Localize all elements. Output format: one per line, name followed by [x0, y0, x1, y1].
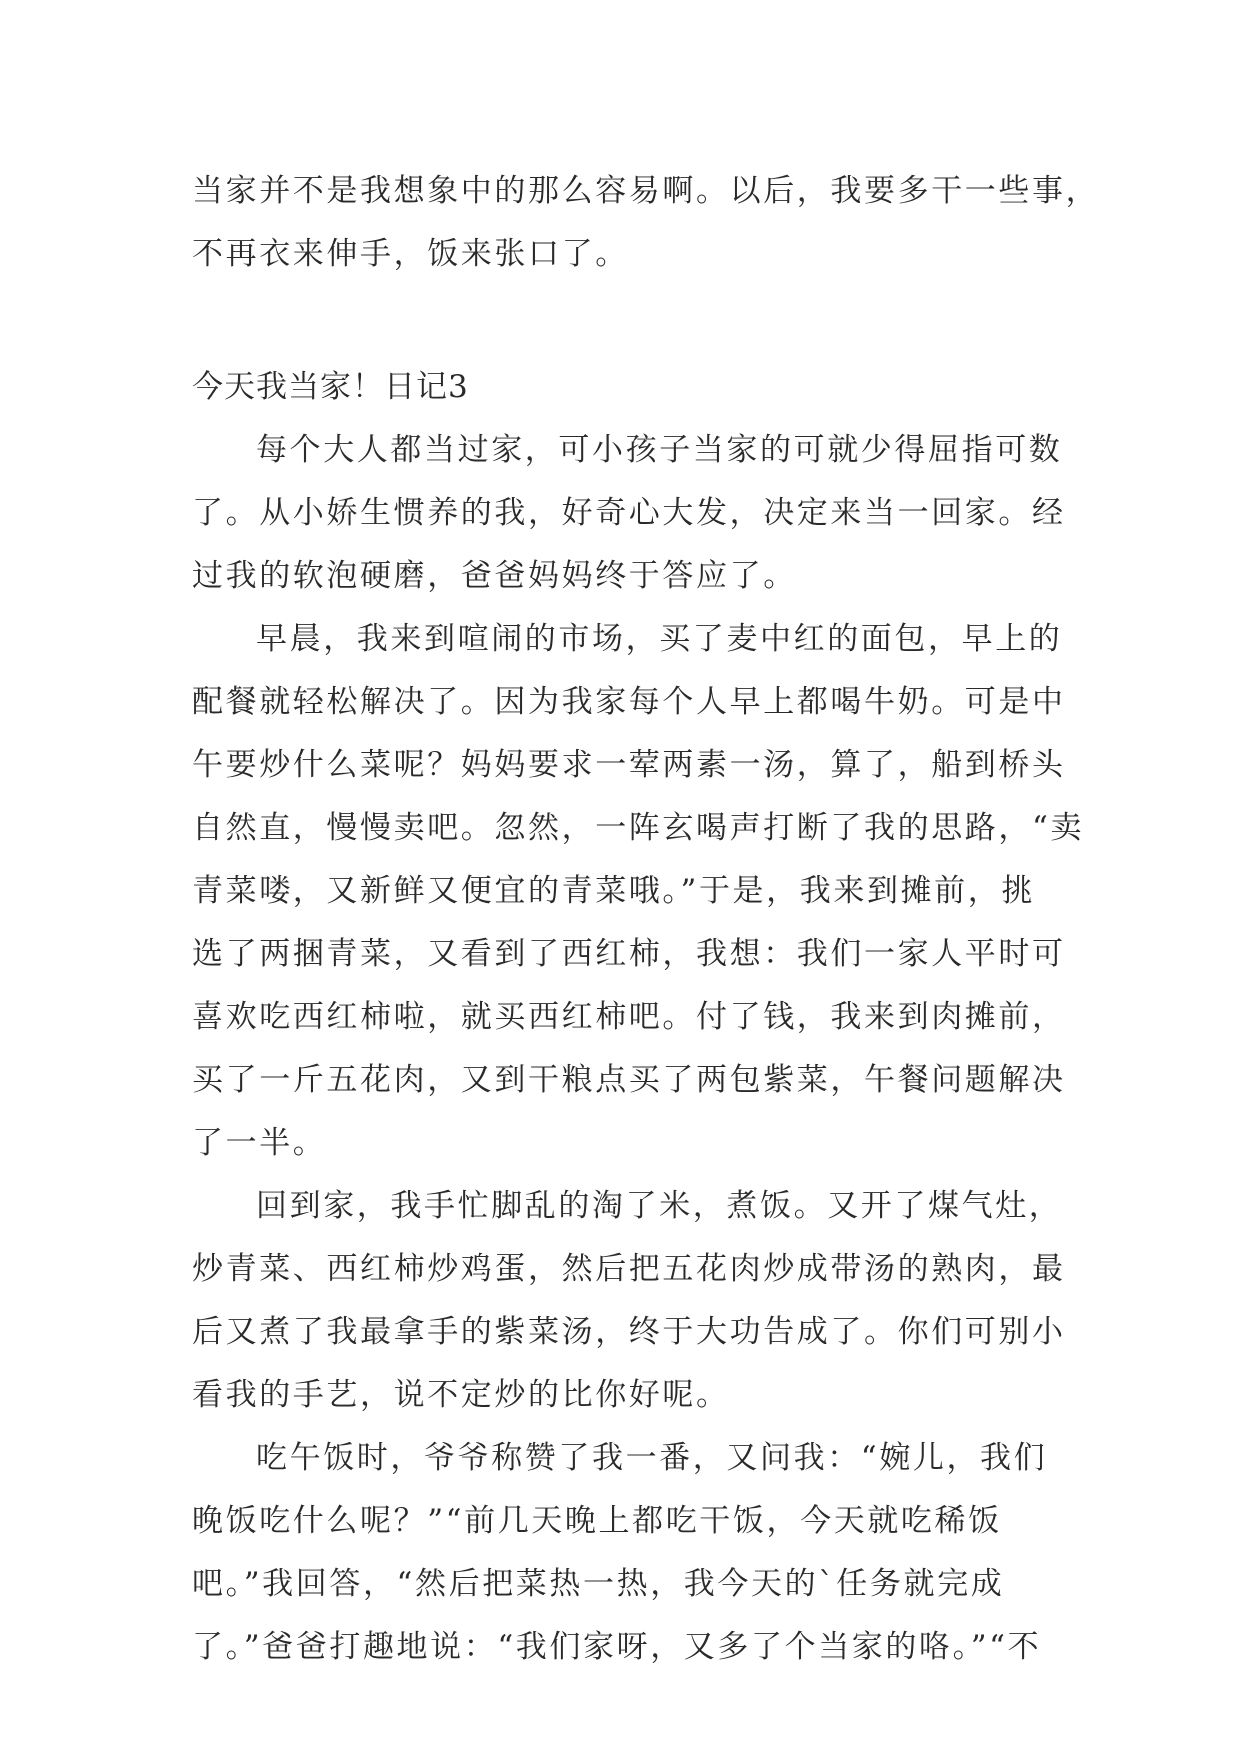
text-line: 喜欢吃西红柿啦，就买西红柿吧。付了钱，我来到肉摊前， — [192, 999, 1066, 1035]
text-line: 不再衣来伸手，饭来张口了。 — [192, 236, 629, 272]
text-line: 了。从小娇生惯养的我，好奇心大发，决定来当一回家。经 — [192, 495, 1066, 531]
document-body — [192, 160, 1100, 1679]
text-line: 青菜喽，又新鲜又便宜的青菜哦。”于是，我来到摊前，挑 — [192, 873, 1035, 909]
text-line: 看我的手艺，说不定炒的比你好呢。 — [192, 1377, 730, 1413]
text-line: 吧。”我回答，“然后把菜热一热，我今天的`任务就完成 — [192, 1566, 1005, 1602]
text-line: 炒青菜、西红柿炒鸡蛋，然后把五花肉炒成带汤的熟肉，最 — [192, 1251, 1066, 1287]
text-line: 过我的软泡硬磨，爸爸妈妈终于答应了。 — [192, 558, 797, 594]
text-line: 吃午饭时，爷爷称赞了我一番，又问我：“婉儿，我们 — [256, 1440, 1048, 1476]
paragraph-1 — [192, 419, 1066, 608]
text-line: 午要炒什么菜呢？妈妈要求一荤两素一汤，算了，船到桥头 — [192, 747, 1066, 783]
paragraph-3 — [192, 1175, 1066, 1427]
text-line: 自然直，慢慢卖吧。忽然，一阵玄喝声打断了我的思路，“卖 — [192, 810, 1085, 846]
text-line: 选了两捆青菜，又看到了西红柿，我想：我们一家人平时可 — [192, 936, 1066, 972]
text-line: 回到家，我手忙脚乱的淘了米，煮饭。又开了煤气灶， — [256, 1188, 1063, 1224]
text-line: 每个大人都当过家，可小孩子当家的可就少得屈指可数 — [256, 432, 1063, 468]
text-line: 了一半。 — [192, 1125, 327, 1161]
text-line: 了。”爸爸打趣地说：“我们家呀，又多了个当家的咯。”“不 — [192, 1629, 1042, 1665]
text-line: 后又煮了我最拿手的紫菜汤，终于大功告成了。你们可别小 — [192, 1314, 1066, 1350]
text-line: 晚饭吃什么呢？”“前几天晚上都吃干饭，今天就吃稀饭 — [192, 1503, 1002, 1539]
paragraph-2 — [192, 608, 1085, 1175]
text-line: 早晨，我来到喧闹的市场，买了麦中红的面包，早上的 — [256, 621, 1063, 657]
text-line: 当家并不是我想象中的那么容易啊。以后，我要多干一些事， — [192, 173, 1100, 209]
section-spacer — [192, 286, 1058, 356]
section-heading: 今天我当家！日记3 — [192, 369, 469, 405]
paragraph-4 — [192, 1427, 1058, 1679]
intro-paragraph — [192, 160, 1100, 286]
text-line: 买了一斤五花肉，又到干粮点买了两包紫菜，午餐问题解决 — [192, 1062, 1066, 1098]
text-line: 配餐就轻松解决了。因为我家每个人早上都喝牛奶。可是中 — [192, 684, 1066, 720]
